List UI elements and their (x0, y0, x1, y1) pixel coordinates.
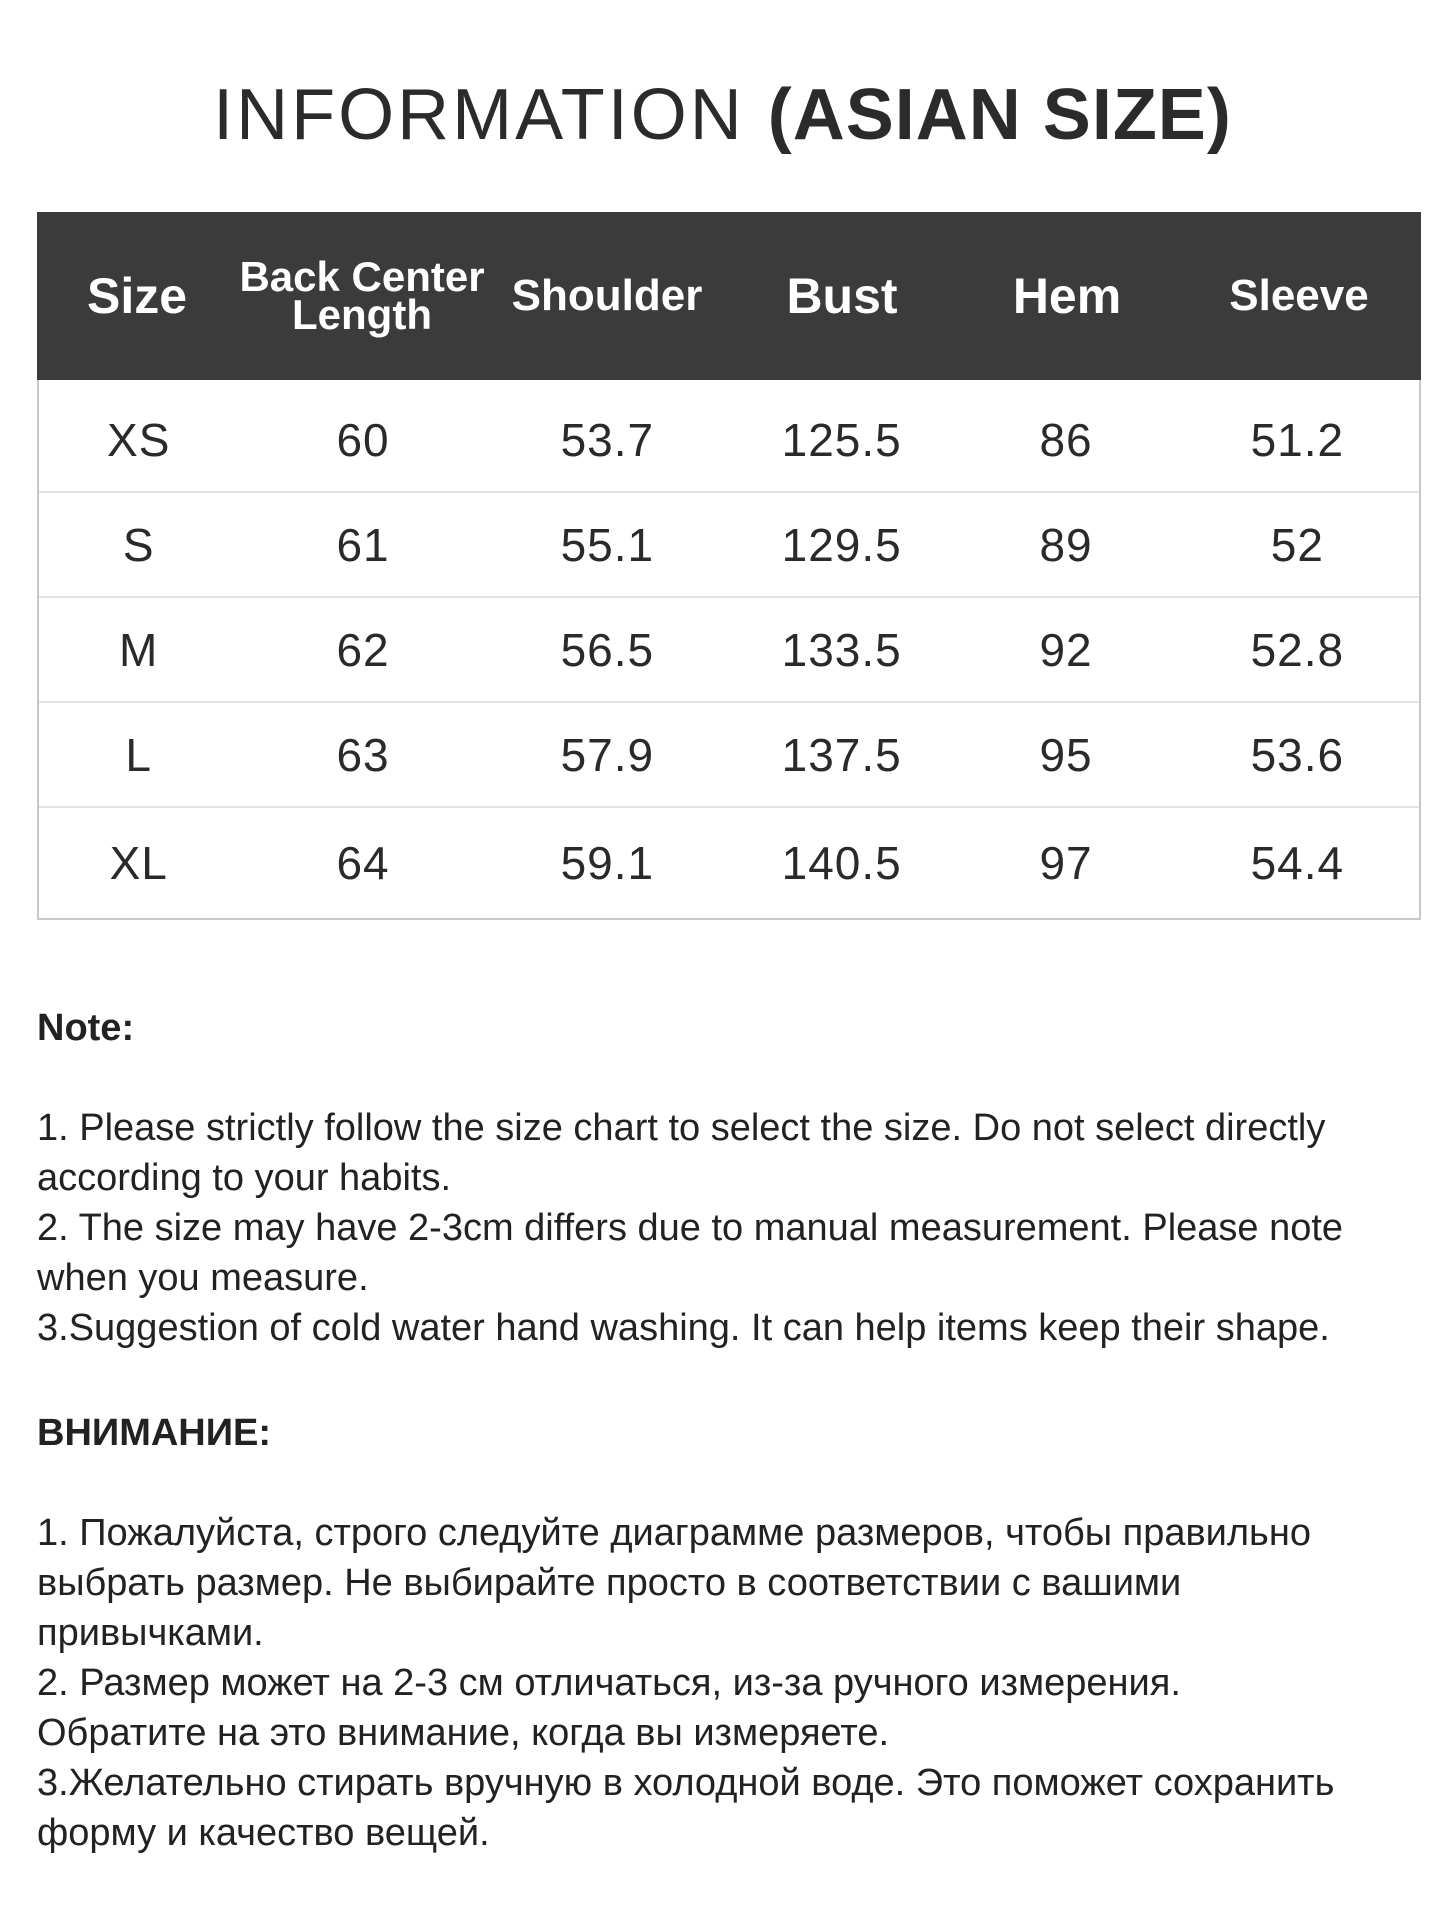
table-row (39, 493, 1419, 598)
cell-sleeve: 52.8 (1250, 623, 1345, 676)
cell-back-center-length: 62 (336, 623, 390, 676)
note-ru-line: 1. Пожалуйста, строго следуйте диаграмме размеров, чтобы правильно (37, 1512, 1311, 1554)
note-en-section (37, 1003, 1417, 1353)
cell-sleeve: 54.4 (1250, 837, 1345, 889)
size-table-body (39, 380, 1419, 918)
page-title (0, 70, 1445, 160)
note-en-line: 3.Suggestion of cold water hand washing. It can help items keep their shape. (37, 1307, 1330, 1349)
cell-hem: 86 (1039, 413, 1093, 466)
cell-size: S (122, 518, 155, 571)
note-ru-line: выбрать размер. Не выбирайте просто в соответствии с вашими (37, 1562, 1182, 1604)
cell-size: XS (107, 413, 171, 466)
cell-back-center-length: 61 (336, 518, 390, 571)
spacer (37, 1458, 1417, 1508)
cell-size: M (119, 623, 159, 676)
note-ru-heading: ВНИМАНИЕ: (37, 1412, 272, 1454)
table-row (39, 808, 1419, 918)
cell-hem: 95 (1039, 728, 1093, 781)
note-ru-line: привычками. (37, 1612, 264, 1654)
header-hem: Hem (1012, 268, 1122, 324)
cell-size: L (125, 728, 152, 781)
page-title-bold: (ASIAN SIZE) (767, 75, 1232, 155)
cell-hem: 92 (1039, 623, 1093, 676)
cell-hem: 89 (1039, 518, 1093, 571)
note-ru-line: 3.Желательно стирать вручную в холодной воде. Это поможет сохранить (37, 1762, 1335, 1804)
cell-shoulder: 56.5 (560, 623, 655, 676)
cell-sleeve: 52 (1270, 518, 1324, 571)
table-row (39, 388, 1419, 493)
header-sleeve: Sleeve (1229, 271, 1369, 320)
size-table-header (37, 212, 1421, 380)
note-ru-line: Обратите на это внимание, когда вы измеряете. (37, 1712, 890, 1754)
note-en-heading: Note: (37, 1007, 135, 1049)
cell-shoulder: 59.1 (560, 837, 655, 889)
cell-bust: 129.5 (781, 518, 902, 571)
note-en-line: 1. Please strictly follow the size chart to select the size. Do not select directly (37, 1107, 1326, 1149)
cell-bust: 133.5 (781, 623, 902, 676)
cell-bust: 137.5 (781, 728, 902, 781)
header-size: Size (86, 268, 188, 324)
table-row (39, 598, 1419, 703)
size-table (37, 212, 1421, 920)
cell-shoulder: 53.7 (560, 413, 655, 466)
cell-bust: 140.5 (781, 837, 902, 889)
cell-shoulder: 57.9 (560, 728, 655, 781)
note-en-line: when you measure. (37, 1257, 369, 1299)
note-ru-section (37, 1408, 1417, 1858)
note-ru-line: 2. Размер может на 2-3 см отличаться, из-за ручного измерения. (37, 1662, 1181, 1704)
note-en-line: 2. The size may have 2-3cm differs due to manual measurement. Please note (37, 1207, 1344, 1249)
cell-back-center-length: 60 (336, 413, 390, 466)
table-row (39, 703, 1419, 808)
cell-size: XL (109, 837, 168, 889)
header-shoulder: Shoulder (511, 271, 703, 320)
cell-back-center-length: 63 (336, 728, 390, 781)
cell-hem: 97 (1039, 837, 1093, 889)
header-bust: Bust (786, 268, 898, 324)
cell-sleeve: 53.6 (1250, 728, 1345, 781)
header-back-center-length: Back Center Length (239, 253, 485, 338)
spacer (37, 1053, 1417, 1103)
cell-bust: 125.5 (781, 413, 902, 466)
page-title-light: INFORMATION (213, 75, 768, 155)
cell-shoulder: 55.1 (560, 518, 655, 571)
cell-sleeve: 51.2 (1250, 413, 1345, 466)
cell-back-center-length: 64 (336, 837, 390, 889)
note-ru-line: форму и качество вещей. (37, 1812, 490, 1854)
note-en-line: according to your habits. (37, 1157, 452, 1199)
